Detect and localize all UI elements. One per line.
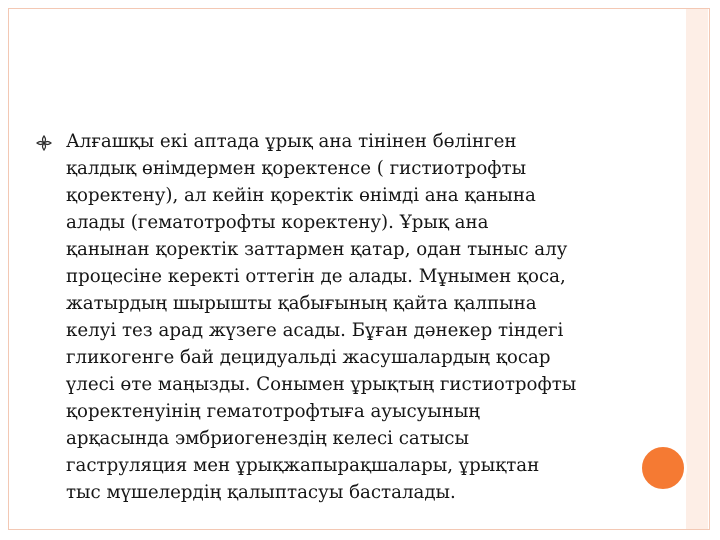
paragraph-line: қоректену), ал кейін қоректік өнімді ана қанына xyxy=(66,185,536,206)
paragraph-line: жатырдың шырышты қабығының қайта қалпына xyxy=(66,293,537,314)
paragraph-line: гаструляция мен ұрықжапырақшалары, ұрықтан xyxy=(66,455,540,476)
hollow-diamond-four-leaf-icon xyxy=(36,135,52,151)
paragraph-line: гликогенге бай децидуальді жасушалардың қосар xyxy=(66,347,551,368)
paragraph-line: Алғашқы екі аптада ұрық ана тінінен бөлінген xyxy=(66,131,517,152)
paragraph-line: процесіне керекті оттегін де алады. Мұнымен қоса, xyxy=(66,266,566,287)
paragraph-line: келуі тез арад жүзеге асады. Бұған дәнекер тіндегі xyxy=(66,320,564,341)
paragraph-line: қоректенуінің гематотрофтығa ауысуының xyxy=(66,401,481,422)
paragraph-line: алады (гематотрофты коректену). Ұрық ана xyxy=(66,212,489,233)
paragraph-line: тыс мүшелердің қалыптасуы басталады. xyxy=(66,482,456,503)
paragraph-line: қалдық өнімдермен қоректенсе ( гистиотрофты xyxy=(66,158,527,179)
paragraph-line: арқасында эмбриогенездің келесі сатысы xyxy=(66,428,469,449)
paragraph-line: қанынан қоректік заттармен қатар, одан тыныс алу xyxy=(66,239,568,260)
bullet-paragraph xyxy=(66,128,646,506)
paragraph-line: үлесі өте маңызды. Сонымен ұрықтың гистиотрофты xyxy=(66,374,577,395)
orange-circle-decoration xyxy=(639,444,687,492)
